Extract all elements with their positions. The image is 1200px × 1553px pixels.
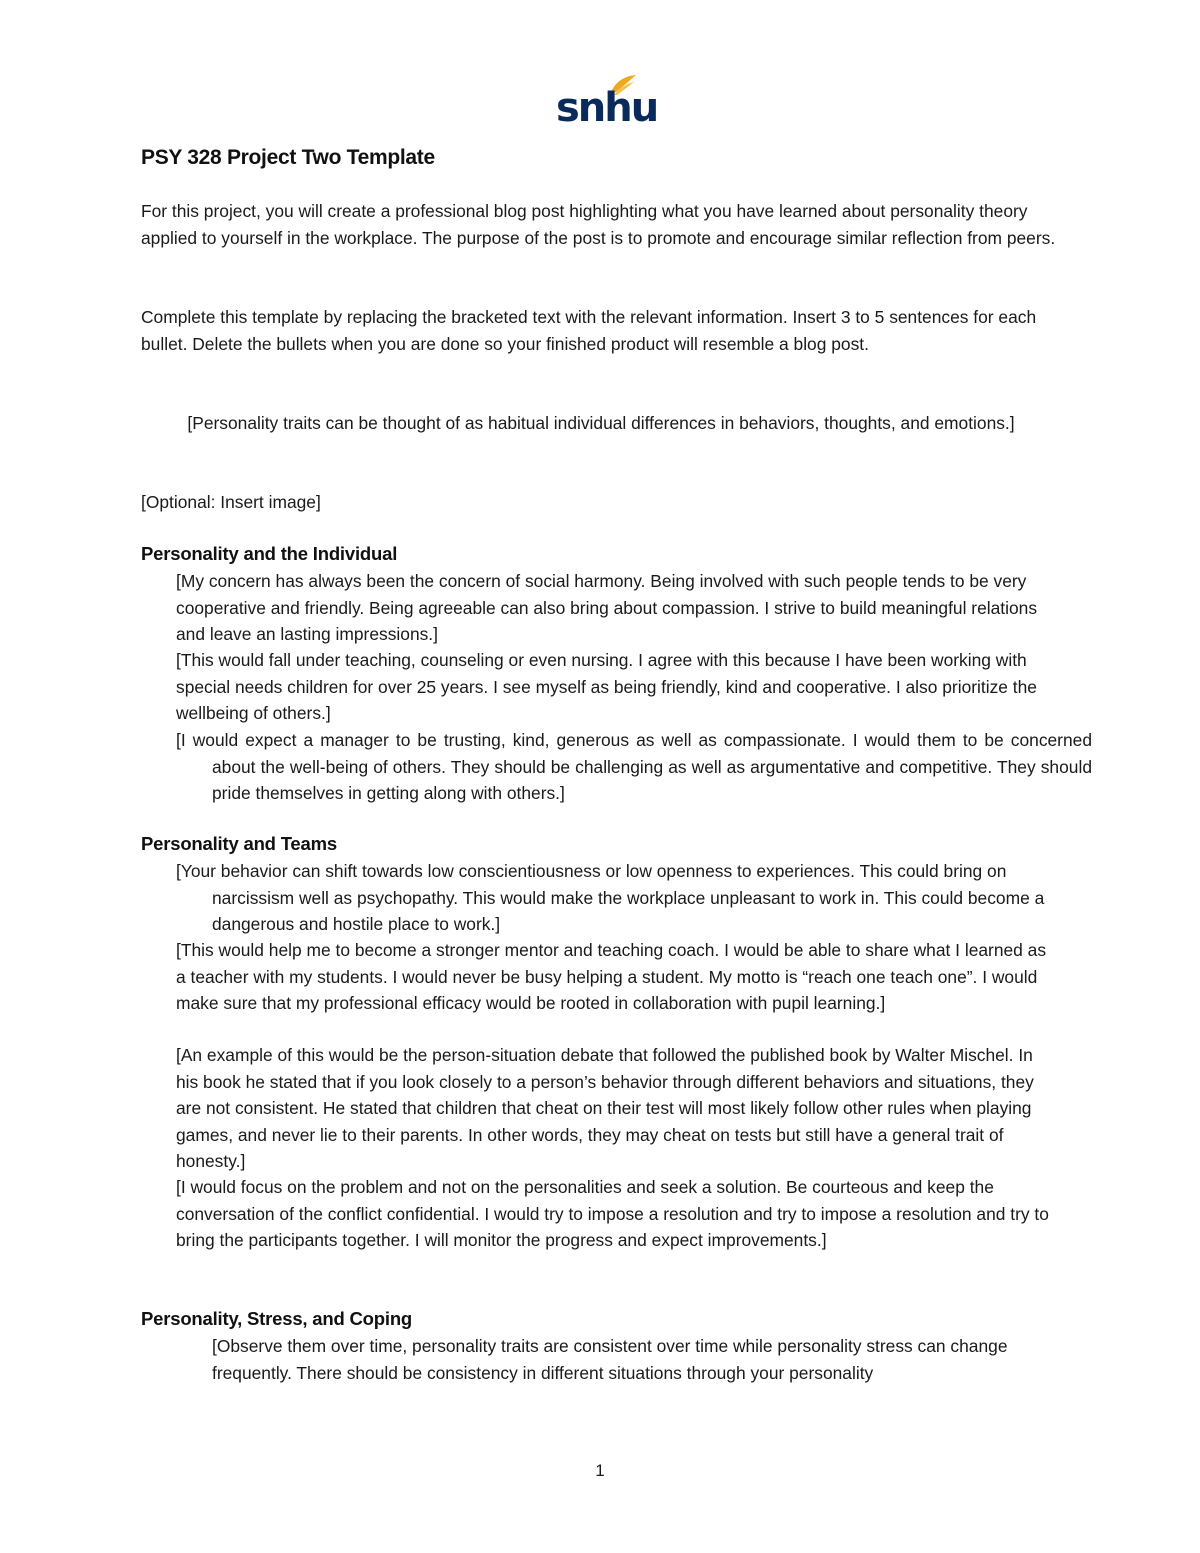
intro-paragraph-1: For this project, you will create a professional blog post highlighting what you have learned about personality theory applied to yourself in the workplace. The purpose of the post is to promote and encourage similar reflection from peers. [141,201,1056,248]
section-item: [This would fall under teaching, counseling or even nursing. I agree with this because I have been working with special needs children for over 25 years. I see myself as being friendly, kind and cooperative. I also prioritize the wellbeing of others.] [176,650,1037,724]
section-heading-teams: Personality and Teams [141,833,337,854]
logo-wordmark: snhu [556,85,658,131]
page-number: 1 [595,1461,605,1480]
section-item: [Observe them over time, personality traits are consistent over time while personality stress can change frequently. There should be consistency in different situations through your personality [212,1336,1008,1383]
intro-paragraph-2: Complete this template by replacing the bracketed text with the relevant information. Insert 3 to 5 sentences for each bullet. Delete the bullets when you are done so your finished product will resemble a blog post. [141,307,1037,354]
section-item: [My concern has always been the concern of social harmony. Being involved with such people tends to be very cooperative and friendly. Being agreeable can also bring about compassion. I strive to build meaningful relations and leave an lasting impressions.] [176,571,1038,645]
snhu-logo [556,74,658,132]
document-title: PSY 328 Project Two Template [141,146,435,169]
section-item: [An example of this would be the person-situation debate that followed the published book by Walter Mischel. In his book he stated that if you look closely to a person’s behavior through different behaviors and situations, they are not consistent. He stated that children that cheat on their test will most likely follow other rules when playing games, and never lie to their parents. In other words, they may cheat on tests but still have a general trait of honesty.] [176,1045,1034,1172]
section-item: [Your behavior can shift towards low conscientiousness or low openness to experiences. This could bring on narcissism well as psychopathy. This would make the workplace unpleasant to work in. This could become a dangerous and hostile place to work.] [176,861,1045,935]
section-item: [I would focus on the problem and not on the personalities and seek a solution. Be courteous and keep the conversation of the conflict confidential. I would try to impose a resolution and try to impose a resolution and try to bring the participants together. I will monitor the progress and expect improvements.] [176,1177,1049,1251]
centered-quote: [Personality traits can be thought of as habitual individual differences in behaviors, thoughts, and emotions.] [187,413,1015,433]
section-heading-individual: Personality and the Individual [141,543,398,564]
optional-image-placeholder: [Optional: Insert image] [141,492,321,512]
section-heading-stress-coping: Personality, Stress, and Coping [141,1308,413,1329]
section-item: [This would help me to become a stronger mentor and teaching coach. I would be able to share what I learned as a teacher with my students. I would never be busy helping a student. My motto is “reach one teach one”. I would make sure that my professional efficacy would be rooted in collaboration with pupil learning.] [176,940,1047,1014]
section-item: [I would expect a manager to be trusting, kind, generous as well as compassionate. I would them to be concerned about the well-being of others. They should be challenging as well as argumentative and competitive. They should pride themselves in getting along with others.] [176,730,1092,804]
